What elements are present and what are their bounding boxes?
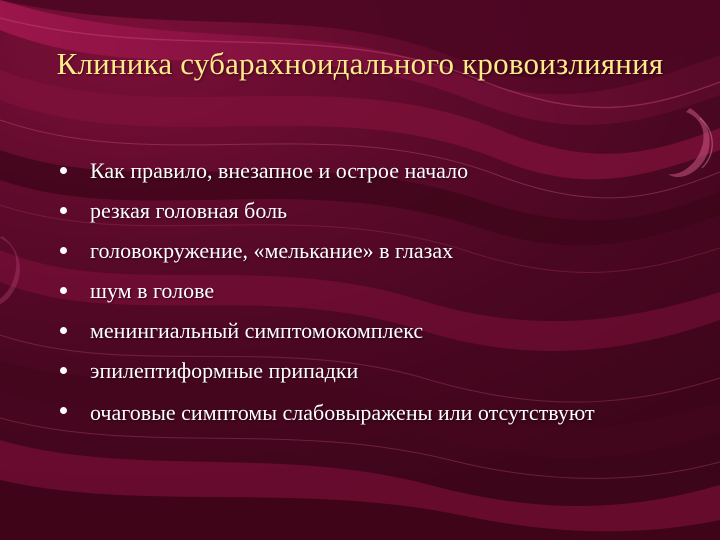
list-item bbox=[52, 280, 692, 302]
list-item bbox=[52, 200, 692, 222]
bullet-text: очаговые симптомы слабовыражены или отсутствуют bbox=[90, 400, 595, 425]
bullet-list bbox=[52, 160, 692, 444]
list-item bbox=[52, 240, 692, 262]
list-item bbox=[52, 160, 692, 182]
bullet-dot-icon bbox=[60, 327, 67, 334]
bullet-text: менингиальный симптомокомплекс bbox=[90, 318, 424, 343]
bullet-dot-icon bbox=[60, 367, 67, 374]
bullet-text: Как правило, внезапное и острое начало bbox=[90, 158, 469, 183]
bullet-text: шум в голове bbox=[90, 278, 215, 303]
bullet-dot-icon bbox=[60, 167, 67, 174]
list-item bbox=[52, 400, 692, 426]
bullet-text: головокружение, «мелькание» в глазах bbox=[90, 238, 454, 263]
bullet-dot-icon bbox=[60, 407, 67, 414]
bullet-text: резкая головная боль bbox=[90, 198, 288, 223]
list-item bbox=[52, 320, 692, 342]
list-item bbox=[52, 360, 692, 382]
bullet-dot-icon bbox=[60, 247, 67, 254]
bullet-text: эпилептиформные припадки bbox=[90, 358, 359, 383]
bullet-dot-icon bbox=[60, 287, 67, 294]
bullet-dot-icon bbox=[60, 207, 67, 214]
slide-title: Клиника субарахноидального кровоизлияния bbox=[56, 46, 664, 81]
